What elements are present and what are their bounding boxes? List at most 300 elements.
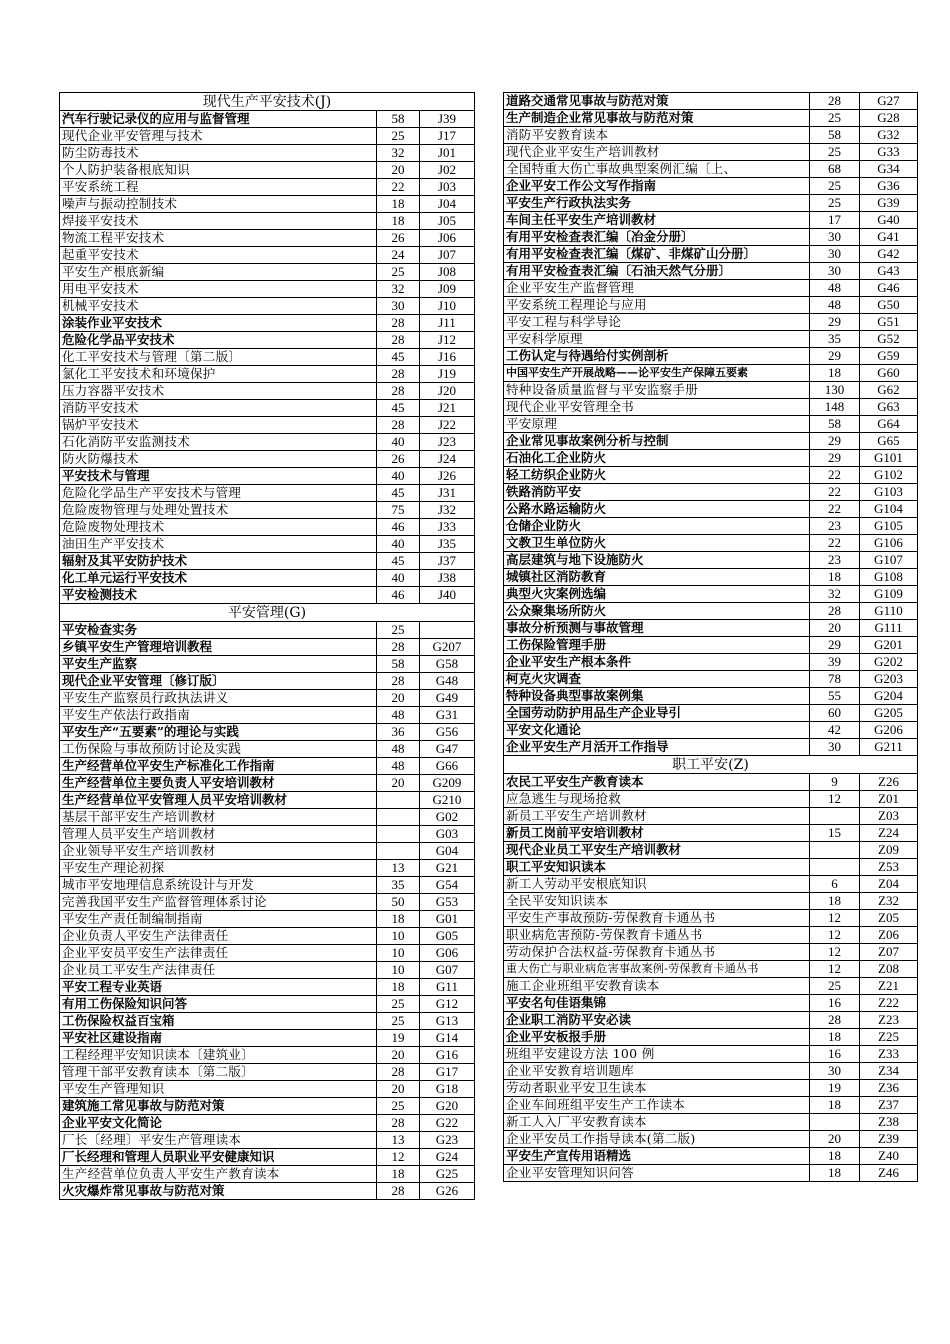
book-price: 28 [810, 93, 860, 110]
book-price [810, 842, 860, 859]
book-row [504, 944, 918, 961]
book-code: G63 [860, 399, 918, 416]
book-code: Z40 [860, 1148, 918, 1165]
book-price: 12 [810, 791, 860, 808]
book-code: G02 [420, 809, 475, 826]
book-code: G205 [860, 705, 918, 722]
book-row [504, 927, 918, 944]
book-row [504, 535, 918, 552]
book-row [60, 1081, 475, 1098]
book-row [504, 1012, 918, 1029]
book-price: 55 [810, 688, 860, 705]
book-price: 46 [377, 519, 420, 536]
book-row [60, 707, 475, 724]
book-price: 18 [810, 1097, 860, 1114]
book-code: J01 [420, 145, 475, 162]
book-row [60, 1166, 475, 1183]
book-title: 平安工程与科学导论 [504, 314, 810, 331]
book-row [60, 213, 475, 230]
book-title: 石化消防平安监测技术 [60, 434, 377, 451]
book-title: 全国特重大伤亡事故典型案例汇编〔上、 [504, 161, 810, 178]
book-code: G59 [860, 348, 918, 365]
section-header-row [60, 604, 475, 622]
book-row [504, 501, 918, 518]
book-code: G65 [860, 433, 918, 450]
book-price: 28 [377, 673, 420, 690]
book-code: G102 [860, 467, 918, 484]
book-price: 30 [377, 298, 420, 315]
book-row [60, 826, 475, 843]
book-row [60, 775, 475, 792]
book-code: G64 [860, 416, 918, 433]
book-title: 企业车间班组平安生产工作读本 [504, 1097, 810, 1114]
book-price: 42 [810, 722, 860, 739]
book-price: 45 [377, 400, 420, 417]
book-price: 18 [377, 1166, 420, 1183]
book-title: 完善我国平安生产监督管理体系讨论 [60, 894, 377, 911]
book-row [504, 518, 918, 535]
book-title: 锅炉平安技术 [60, 417, 377, 434]
book-code: G62 [860, 382, 918, 399]
book-title: 平安原理 [504, 416, 810, 433]
book-price: 32 [377, 281, 420, 298]
book-code: G23 [420, 1132, 475, 1149]
book-title: 化工单元运行平安技术 [60, 570, 377, 587]
book-code: J38 [420, 570, 475, 587]
book-title: 企业平安管理知识问答 [504, 1165, 810, 1182]
book-row [60, 1030, 475, 1047]
book-title: 企业平安员工作指导读本(第二版) [504, 1131, 810, 1148]
book-code: Z37 [860, 1097, 918, 1114]
book-row [504, 705, 918, 722]
book-price: 58 [810, 416, 860, 433]
book-price: 78 [810, 671, 860, 688]
book-price: 36 [377, 724, 420, 741]
book-price: 130 [810, 382, 860, 399]
book-code: G207 [420, 639, 475, 656]
book-row [60, 1132, 475, 1149]
book-price: 24 [377, 247, 420, 264]
book-row [60, 145, 475, 162]
book-row [60, 162, 475, 179]
book-price: 45 [377, 349, 420, 366]
book-price: 6 [810, 876, 860, 893]
book-code: G16 [420, 1047, 475, 1064]
book-code: G06 [420, 945, 475, 962]
book-title: 管理人员平安生产培训教材 [60, 826, 377, 843]
book-code: Z24 [860, 825, 918, 842]
book-code: G51 [860, 314, 918, 331]
book-code: G43 [860, 263, 918, 280]
book-code: J12 [420, 332, 475, 349]
book-price: 28 [377, 1064, 420, 1081]
book-title: 平安系统工程理论与应用 [504, 297, 810, 314]
book-code: G109 [860, 586, 918, 603]
book-title: 平安检查实务 [60, 622, 377, 639]
book-price: 30 [810, 246, 860, 263]
book-code: G05 [420, 928, 475, 945]
book-title: 企业职工消防平安必读 [504, 1012, 810, 1029]
book-title: 有用平安检查表汇编〔煤矿、非煤矿山分册〕 [504, 246, 810, 263]
book-price: 22 [377, 179, 420, 196]
book-price: 18 [810, 569, 860, 586]
book-title: 企业平安员平安生产法律责任 [60, 945, 377, 962]
book-row [504, 229, 918, 246]
book-code: Z38 [860, 1114, 918, 1131]
book-title: 新员工岗前平安培训教材 [504, 825, 810, 842]
book-code: G21 [420, 860, 475, 877]
book-row [60, 877, 475, 894]
book-price [377, 792, 420, 809]
book-row [60, 1183, 475, 1200]
book-price: 18 [810, 1029, 860, 1046]
book-title: 生产经营单位平安管理人员平安培训教材 [60, 792, 377, 809]
book-code: G25 [420, 1166, 475, 1183]
book-code: G210 [420, 792, 475, 809]
book-price: 18 [377, 979, 420, 996]
book-price: 25 [377, 128, 420, 145]
section-header-row [504, 756, 918, 774]
book-code: J23 [420, 434, 475, 451]
book-price: 25 [810, 195, 860, 212]
book-title: 汽车行驶记录仪的应用与监督管理 [60, 111, 377, 128]
book-price: 18 [377, 213, 420, 230]
book-code: G211 [860, 739, 918, 756]
book-title: 建筑施工常见事故与防范对策 [60, 1098, 377, 1115]
book-title: 危险化学品生产平安技术与管理 [60, 485, 377, 502]
book-code: Z33 [860, 1046, 918, 1063]
book-price [377, 843, 420, 860]
book-title: 职工平安知识读本 [504, 859, 810, 876]
book-title: 重大伤亡与职业病危害事故案例-劳保教育卡通丛书 [504, 961, 810, 978]
book-title: 劳动保护合法权益-劳保教育卡通丛书 [504, 944, 810, 961]
book-title: 压力容器平安技术 [60, 383, 377, 400]
book-price: 16 [810, 995, 860, 1012]
book-code: G01 [420, 911, 475, 928]
book-price: 30 [810, 1063, 860, 1080]
book-price: 58 [377, 656, 420, 673]
book-code: J05 [420, 213, 475, 230]
book-title: 防尘防毒技术 [60, 145, 377, 162]
book-code: G209 [420, 775, 475, 792]
book-row [504, 382, 918, 399]
book-row [60, 979, 475, 996]
book-row [60, 247, 475, 264]
book-title: 平安生产监察员行政执法讲义 [60, 690, 377, 707]
book-row [504, 995, 918, 1012]
book-price: 30 [810, 263, 860, 280]
book-code: G53 [420, 894, 475, 911]
book-title: 平安生产监察 [60, 656, 377, 673]
book-row [504, 586, 918, 603]
book-code: J03 [420, 179, 475, 196]
book-code: J35 [420, 536, 475, 553]
book-row [504, 552, 918, 569]
book-title: 化工平安技术与管理〔第二版〕 [60, 349, 377, 366]
book-title: 仓储企业防火 [504, 518, 810, 535]
book-code: G13 [420, 1013, 475, 1030]
book-code: Z21 [860, 978, 918, 995]
book-code: Z03 [860, 808, 918, 825]
book-title: 劳动者职业平安卫生读本 [504, 1080, 810, 1097]
book-price: 60 [810, 705, 860, 722]
book-title: 平安技术与管理 [60, 468, 377, 485]
book-price: 58 [810, 127, 860, 144]
book-row [504, 1165, 918, 1182]
book-title: 平安生产根底新编 [60, 264, 377, 281]
book-row [504, 978, 918, 995]
book-price: 19 [377, 1030, 420, 1047]
book-price: 18 [810, 893, 860, 910]
book-title: 新工人入厂平安教育读本 [504, 1114, 810, 1131]
book-price: 48 [377, 707, 420, 724]
book-title: 工伤保险权益百宝箱 [60, 1013, 377, 1030]
book-row [504, 825, 918, 842]
book-row [504, 1097, 918, 1114]
book-title: 轻工纺织企业防火 [504, 467, 810, 484]
book-row [504, 127, 918, 144]
book-price: 12 [377, 1149, 420, 1166]
book-price: 45 [377, 485, 420, 502]
book-price: 48 [377, 741, 420, 758]
book-code: G14 [420, 1030, 475, 1047]
book-title: 企业常见事故案例分析与控制 [504, 433, 810, 450]
book-row [504, 1148, 918, 1165]
book-price: 28 [377, 639, 420, 656]
book-row [60, 639, 475, 656]
book-code: J08 [420, 264, 475, 281]
book-price: 10 [377, 962, 420, 979]
book-price: 148 [810, 399, 860, 416]
book-price: 46 [377, 587, 420, 604]
book-code: G33 [860, 144, 918, 161]
book-row [504, 739, 918, 756]
section-title: 平安管理(G) [60, 604, 475, 622]
book-code: G27 [860, 93, 918, 110]
book-title: 平安检测技术 [60, 587, 377, 604]
book-row [60, 792, 475, 809]
book-row [60, 383, 475, 400]
book-price: 22 [810, 501, 860, 518]
book-row [504, 722, 918, 739]
book-price [810, 1114, 860, 1131]
book-price: 25 [377, 1098, 420, 1115]
book-code [420, 622, 475, 639]
book-price: 28 [377, 366, 420, 383]
book-title: 管理干部平安教育读本〔第二版〕 [60, 1064, 377, 1081]
book-row [504, 893, 918, 910]
book-title: 平安生产行政执法实务 [504, 195, 810, 212]
book-title: 平安系统工程 [60, 179, 377, 196]
book-code: G11 [420, 979, 475, 996]
book-price: 35 [377, 877, 420, 894]
book-title: 有用工伤保险知识问答 [60, 996, 377, 1013]
book-title: 柯克火灾调查 [504, 671, 810, 688]
book-price: 26 [377, 451, 420, 468]
book-price: 29 [810, 450, 860, 467]
book-code: Z53 [860, 859, 918, 876]
book-title: 乡镇平安生产管理培训教程 [60, 639, 377, 656]
book-price: 58 [377, 111, 420, 128]
book-code: Z32 [860, 893, 918, 910]
book-code: G103 [860, 484, 918, 501]
book-row [504, 876, 918, 893]
book-row [60, 928, 475, 945]
book-price: 22 [810, 484, 860, 501]
book-price: 23 [810, 518, 860, 535]
book-row [60, 945, 475, 962]
book-title: 石油化工企业防火 [504, 450, 810, 467]
book-price: 25 [377, 622, 420, 639]
book-title: 公路水路运输防火 [504, 501, 810, 518]
book-row [504, 280, 918, 297]
book-row [60, 281, 475, 298]
book-code: Z08 [860, 961, 918, 978]
book-title: 道路交通常见事故与防范对策 [504, 93, 810, 110]
book-title: 消防平安技术 [60, 400, 377, 417]
right-catalog-body [504, 93, 918, 1182]
book-row [504, 808, 918, 825]
book-price: 40 [377, 468, 420, 485]
book-row [60, 536, 475, 553]
book-row [60, 1047, 475, 1064]
book-row [60, 366, 475, 383]
book-title: 全民平安知识读本 [504, 893, 810, 910]
book-price: 25 [810, 144, 860, 161]
book-price: 20 [810, 1131, 860, 1148]
book-title: 新工人劳动平安根底知识 [504, 876, 810, 893]
book-code: J22 [420, 417, 475, 434]
book-title: 物流工程平安技术 [60, 230, 377, 247]
book-price [810, 859, 860, 876]
book-row [60, 843, 475, 860]
book-code: G48 [420, 673, 475, 690]
book-title: 平安科学原理 [504, 331, 810, 348]
book-price: 10 [377, 945, 420, 962]
book-price: 48 [810, 280, 860, 297]
book-row [504, 842, 918, 859]
book-title: 有用平安检查表汇编〔石油天然气分册〕 [504, 263, 810, 280]
book-price: 25 [810, 110, 860, 127]
book-row [504, 961, 918, 978]
book-code: G31 [420, 707, 475, 724]
book-price: 28 [810, 603, 860, 620]
book-price: 75 [377, 502, 420, 519]
book-row [504, 365, 918, 382]
book-code: G52 [860, 331, 918, 348]
book-code: G03 [420, 826, 475, 843]
book-row [60, 741, 475, 758]
book-code: J06 [420, 230, 475, 247]
book-code: J17 [420, 128, 475, 145]
book-title: 中国平安生产开展战略——论平安生产保障五要素 [504, 365, 810, 382]
book-row [504, 212, 918, 229]
book-price: 23 [810, 552, 860, 569]
book-title: 平安名句佳语集锦 [504, 995, 810, 1012]
book-code: Z46 [860, 1165, 918, 1182]
book-title: 现代企业平安管理全书 [504, 399, 810, 416]
book-code: G58 [420, 656, 475, 673]
book-row [60, 128, 475, 145]
book-row [60, 656, 475, 673]
book-code: G106 [860, 535, 918, 552]
book-row [504, 603, 918, 620]
book-code: G60 [860, 365, 918, 382]
book-code: Z39 [860, 1131, 918, 1148]
book-price: 30 [810, 229, 860, 246]
book-title: 平安工程专业英语 [60, 979, 377, 996]
book-code: J26 [420, 468, 475, 485]
book-row [60, 724, 475, 741]
book-title: 工伤认定与待遇给付实例剖析 [504, 348, 810, 365]
book-code: J39 [420, 111, 475, 128]
book-row [504, 93, 918, 110]
book-code: G105 [860, 518, 918, 535]
book-title: 危险废物管理与处理处置技术 [60, 502, 377, 519]
book-title: 高层建筑与地下设施防火 [504, 552, 810, 569]
book-row [60, 1064, 475, 1081]
book-price: 48 [810, 297, 860, 314]
book-price: 25 [377, 264, 420, 281]
book-row [60, 622, 475, 639]
book-title: 企业平安生产月活开工作指导 [504, 739, 810, 756]
book-row [60, 434, 475, 451]
book-price: 12 [810, 961, 860, 978]
book-title: 有用平安检查表汇编〔冶金分册〕 [504, 229, 810, 246]
book-row [504, 791, 918, 808]
book-row [60, 894, 475, 911]
book-title: 焊接平安技术 [60, 213, 377, 230]
book-title: 农民工平安生产教育读本 [504, 774, 810, 791]
book-code: G101 [860, 450, 918, 467]
book-title: 应急逃生与现场抢救 [504, 791, 810, 808]
book-row [60, 179, 475, 196]
book-code: G22 [420, 1115, 475, 1132]
book-code: G107 [860, 552, 918, 569]
book-title: 生产经营单位负责人平安生产教育读本 [60, 1166, 377, 1183]
book-code: Z06 [860, 927, 918, 944]
book-row [60, 962, 475, 979]
book-row [504, 450, 918, 467]
book-price: 28 [377, 417, 420, 434]
book-title: 铁路消防平安 [504, 484, 810, 501]
book-code: J19 [420, 366, 475, 383]
book-row [60, 230, 475, 247]
book-price: 12 [810, 910, 860, 927]
book-code: G26 [420, 1183, 475, 1200]
book-title: 用电平安技术 [60, 281, 377, 298]
book-code: J32 [420, 502, 475, 519]
book-code: J37 [420, 553, 475, 570]
book-title: 平安社区建设指南 [60, 1030, 377, 1047]
book-price: 50 [377, 894, 420, 911]
book-title: 工伤保险管理手册 [504, 637, 810, 654]
book-code: G56 [420, 724, 475, 741]
book-code: G36 [860, 178, 918, 195]
book-row [504, 467, 918, 484]
book-price: 13 [377, 1132, 420, 1149]
book-row [504, 484, 918, 501]
book-code: J10 [420, 298, 475, 315]
book-code: G46 [860, 280, 918, 297]
book-title: 全国劳动防护用品生产企业导引 [504, 705, 810, 722]
book-row [504, 671, 918, 688]
book-price: 45 [377, 553, 420, 570]
book-row [504, 195, 918, 212]
book-code: G41 [860, 229, 918, 246]
book-price: 40 [377, 570, 420, 587]
book-code: Z36 [860, 1080, 918, 1097]
